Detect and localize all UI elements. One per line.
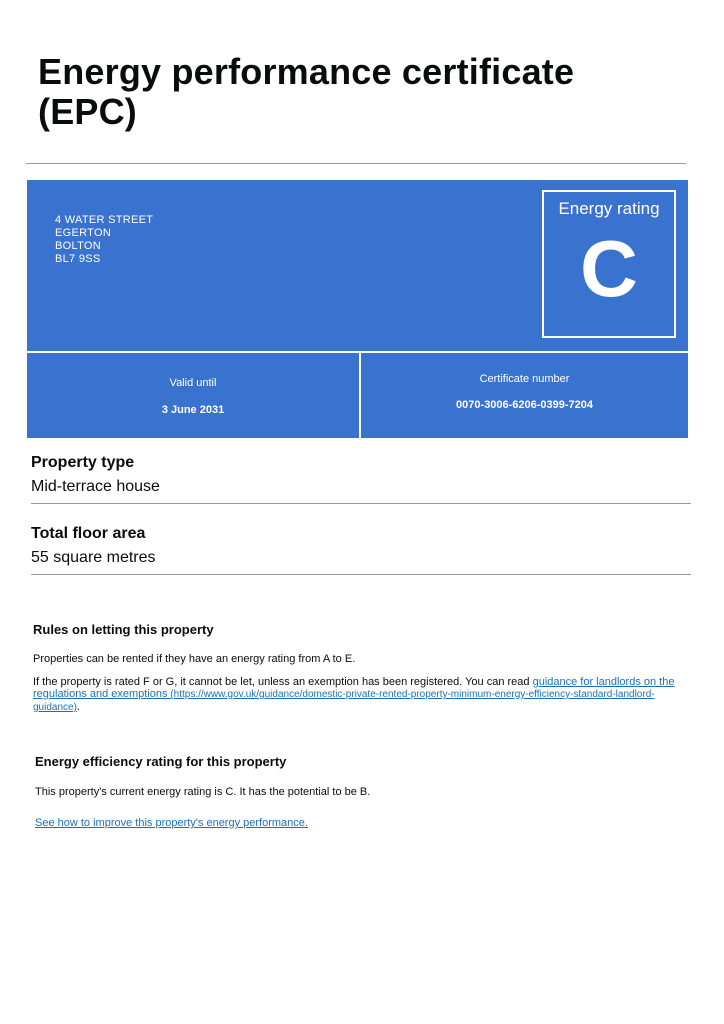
epc-summary-panel <box>27 180 688 438</box>
property-type-value: Mid-terrace house <box>31 478 160 495</box>
letting-rules-heading: Rules on letting this property <box>33 622 214 637</box>
certificate-number-label: Certificate number <box>479 373 570 385</box>
property-address <box>55 214 153 266</box>
page-title: Energy performance certificate (EPC) <box>38 51 575 132</box>
efficiency-rating-heading: Energy efficiency rating for this property <box>35 754 287 769</box>
title-divider <box>26 163 686 164</box>
improve-performance-link[interactable]: See how to improve this property's energy performance. <box>35 817 308 829</box>
summary-divider-1 <box>31 503 691 504</box>
letting-rules-period: . <box>76 701 80 713</box>
energy-rating-box <box>542 190 676 338</box>
address-line-1: 4 WATER STREET <box>55 214 154 226</box>
landlord-guidance-url[interactable]: (https://www.gov.uk/guidance/domestic-private-rented-property-minimum-energy-efficiency-standard-landlord-guidance) <box>33 689 655 713</box>
valid-until-label: Valid until <box>169 377 217 389</box>
energy-rating-label: Energy rating <box>558 199 660 218</box>
letting-rules-paragraph-1: Properties can be rented if they have an energy rating from A to E. <box>33 653 356 665</box>
floor-area-value: 55 square metres <box>31 549 156 566</box>
efficiency-rating-text: This property's current energy rating is C. It has the potential to be B. <box>35 786 371 798</box>
certificate-number-cell <box>361 353 688 438</box>
summary-divider-2 <box>31 574 691 575</box>
address-line-2: EGERTON <box>55 227 112 239</box>
letting-rules-paragraph-2 <box>33 676 695 714</box>
valid-until-date: 3 June 2031 <box>161 404 225 416</box>
floor-area-heading: Total floor area <box>31 525 146 542</box>
property-type-heading: Property type <box>31 454 135 471</box>
letting-rules-text: If the property is rated F or G, it cannot be let, unless an exemption has been registered. You can read <box>33 676 533 688</box>
landlord-guidance-link[interactable]: guidance for landlords on the regulations and exemptions <box>33 676 675 700</box>
energy-rating-letter: C <box>580 224 638 313</box>
address-postcode: BL7 9SS <box>55 253 101 265</box>
certificate-number-value: 0070-3006-6206-0399-7204 <box>455 399 593 411</box>
address-line-3: BOLTON <box>55 240 102 252</box>
valid-until-cell <box>27 353 359 438</box>
